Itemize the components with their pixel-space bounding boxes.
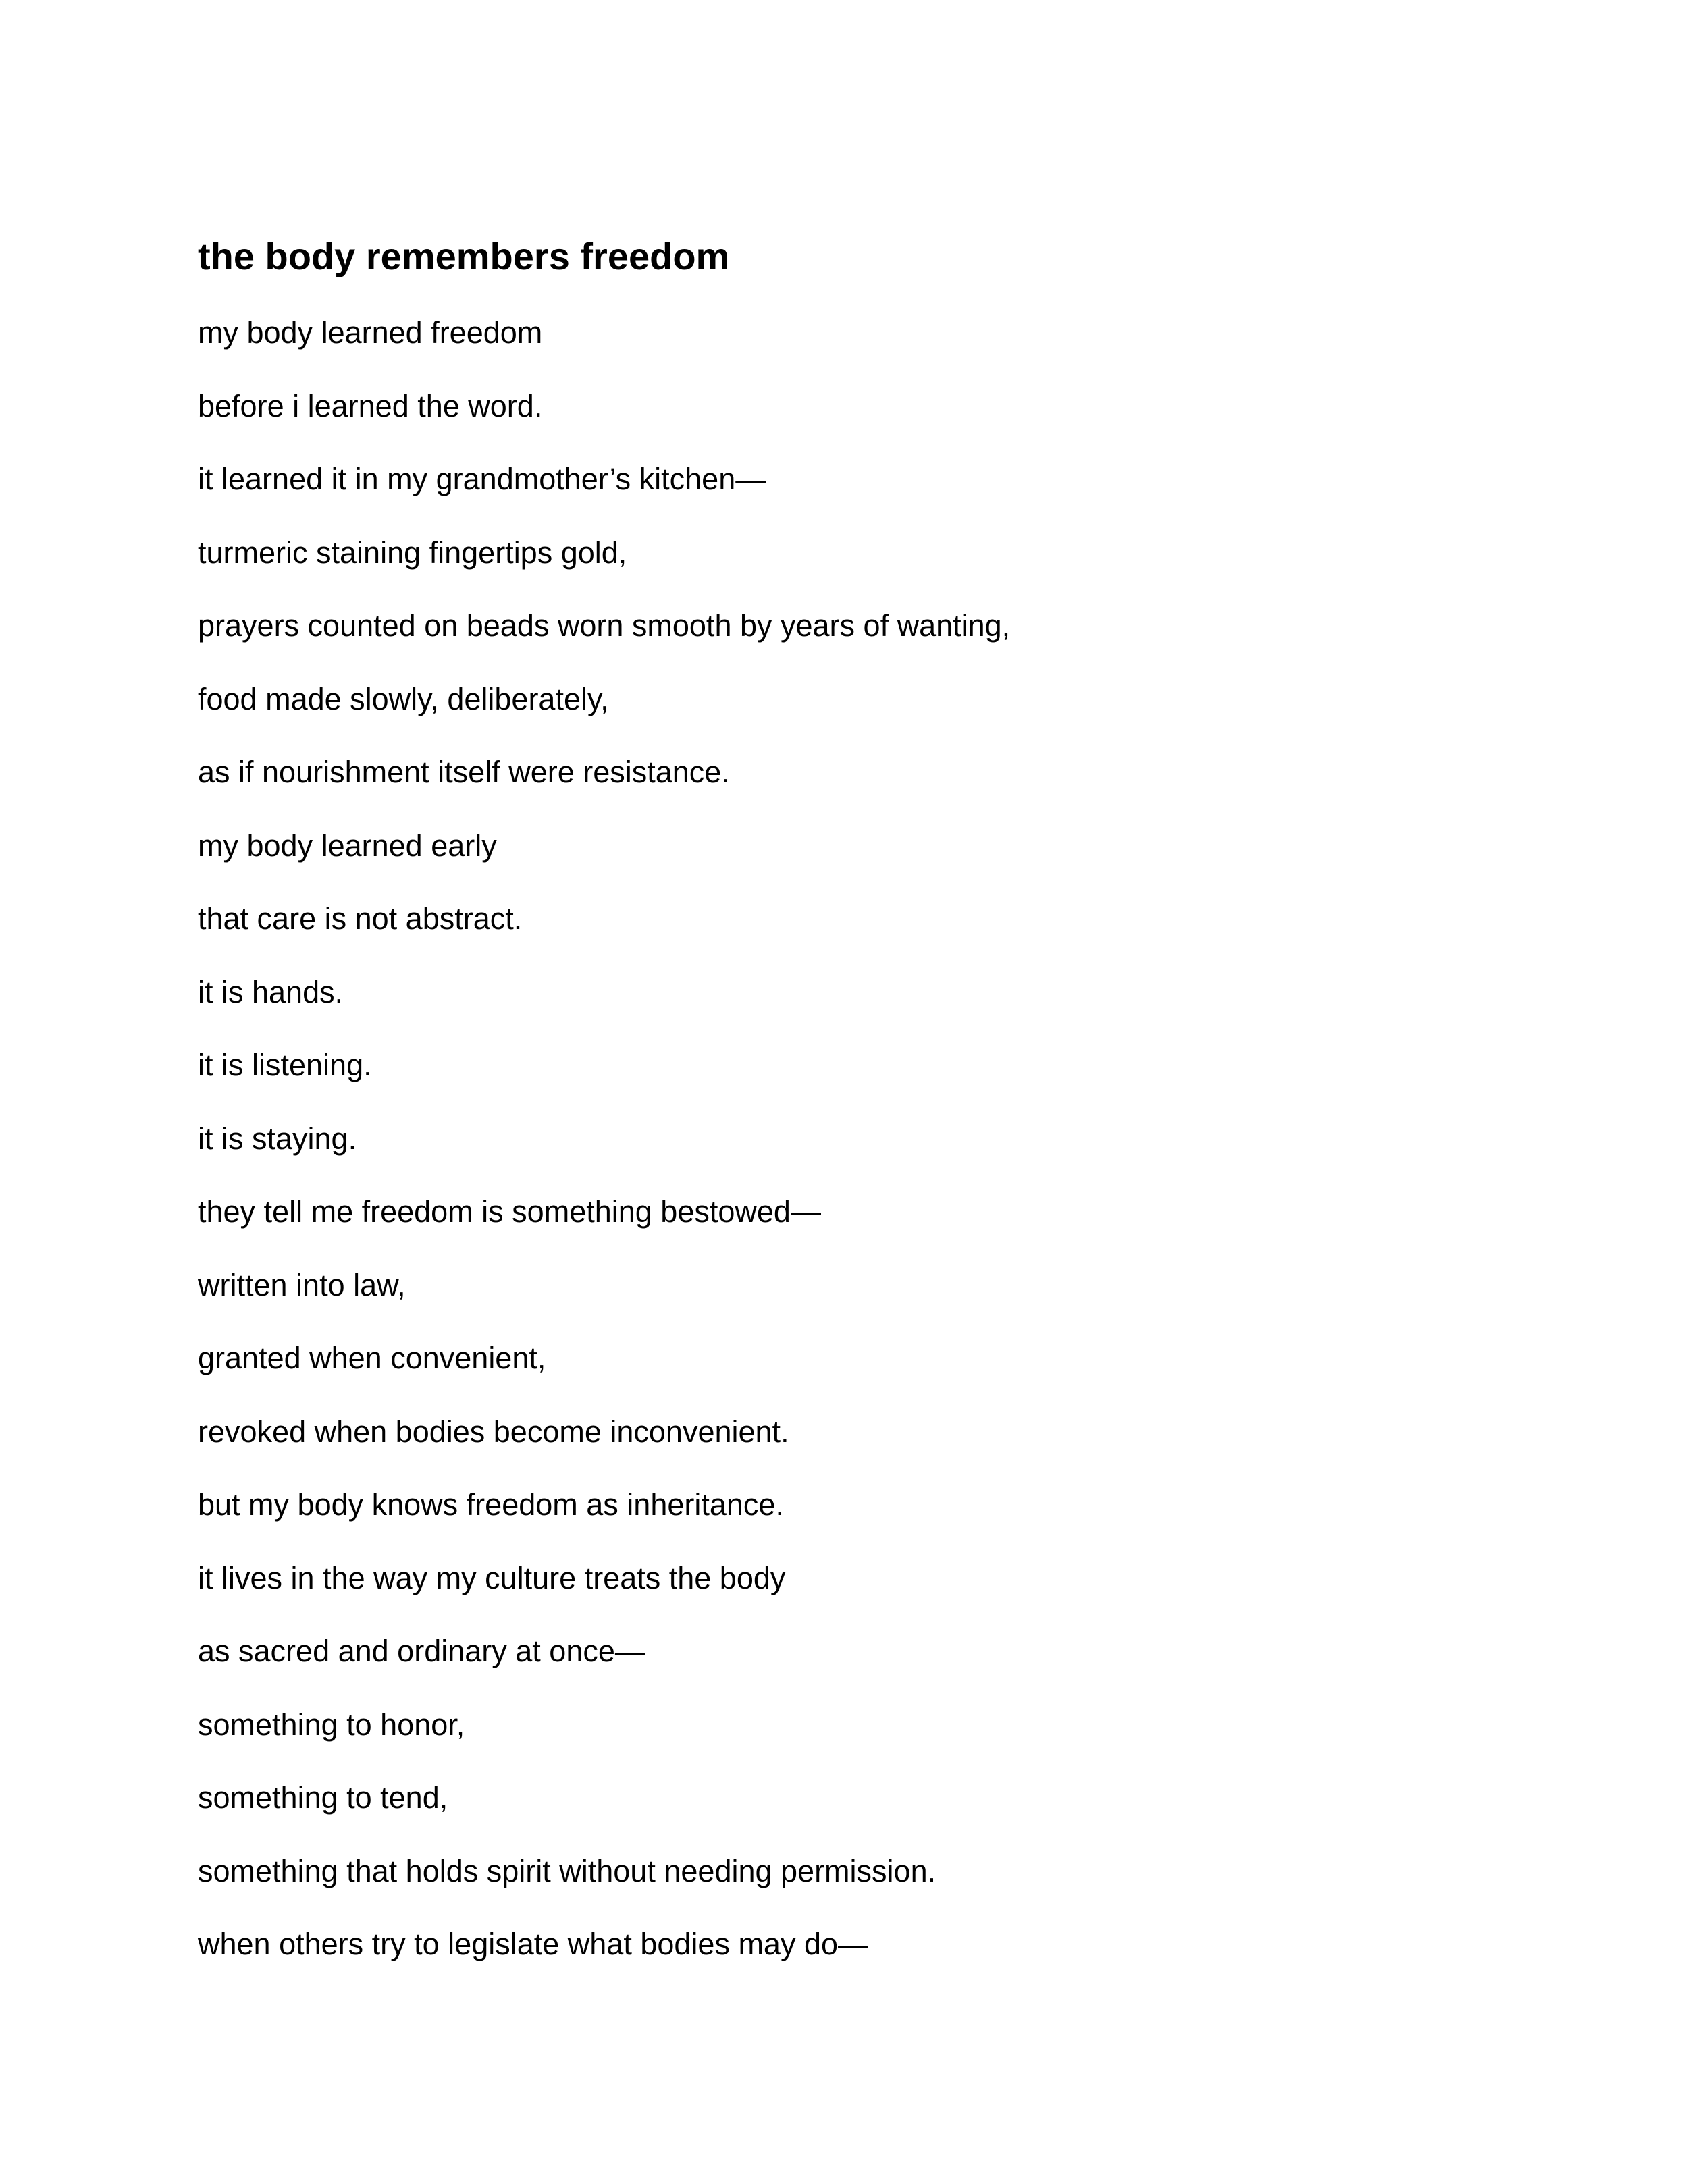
- poem-line: written into law,: [198, 1267, 406, 1302]
- poem-line: it is staying.: [198, 1121, 357, 1156]
- poem-line: my body learned early: [198, 828, 497, 863]
- poem-line: it is hands.: [198, 974, 344, 1009]
- poem-title: the body remembers freedom: [198, 235, 730, 277]
- poem-line: it learned it in my grandmother’s kitchen—: [198, 462, 766, 496]
- poem-line: as if nourishment itself were resistance.: [198, 755, 730, 789]
- poem-line: my body learned freedom: [198, 315, 543, 350]
- poem-line: something to tend,: [198, 1780, 448, 1815]
- poem-line: when others try to legislate what bodies may do—: [198, 1927, 869, 1961]
- poem-line: it lives in the way my culture treats the body: [198, 1560, 786, 1595]
- poem-line: turmeric staining fingertips gold,: [198, 535, 627, 570]
- poem-line: but my body knows freedom as inheritance.: [198, 1487, 784, 1522]
- poem-line: as sacred and ordinary at once—: [198, 1634, 645, 1668]
- poem-line: they tell me freedom is something bestowed—: [198, 1194, 821, 1229]
- poem-line: prayers counted on beads worn smooth by years of wanting,: [198, 608, 1011, 643]
- poem-line: granted when convenient,: [198, 1341, 546, 1375]
- poem-line: food made slowly, deliberately,: [198, 681, 609, 716]
- poem-line: before i learned the word.: [198, 388, 543, 423]
- poem-line: something that holds spirit without needing permission.: [198, 1853, 937, 1888]
- poem-line: revoked when bodies become inconvenient.: [198, 1414, 789, 1449]
- poem-line: something to honor,: [198, 1707, 465, 1742]
- poem-line: it is listening.: [198, 1048, 372, 1082]
- poem-body: [198, 313, 1010, 1998]
- poem-line: that care is not abstract.: [198, 901, 523, 936]
